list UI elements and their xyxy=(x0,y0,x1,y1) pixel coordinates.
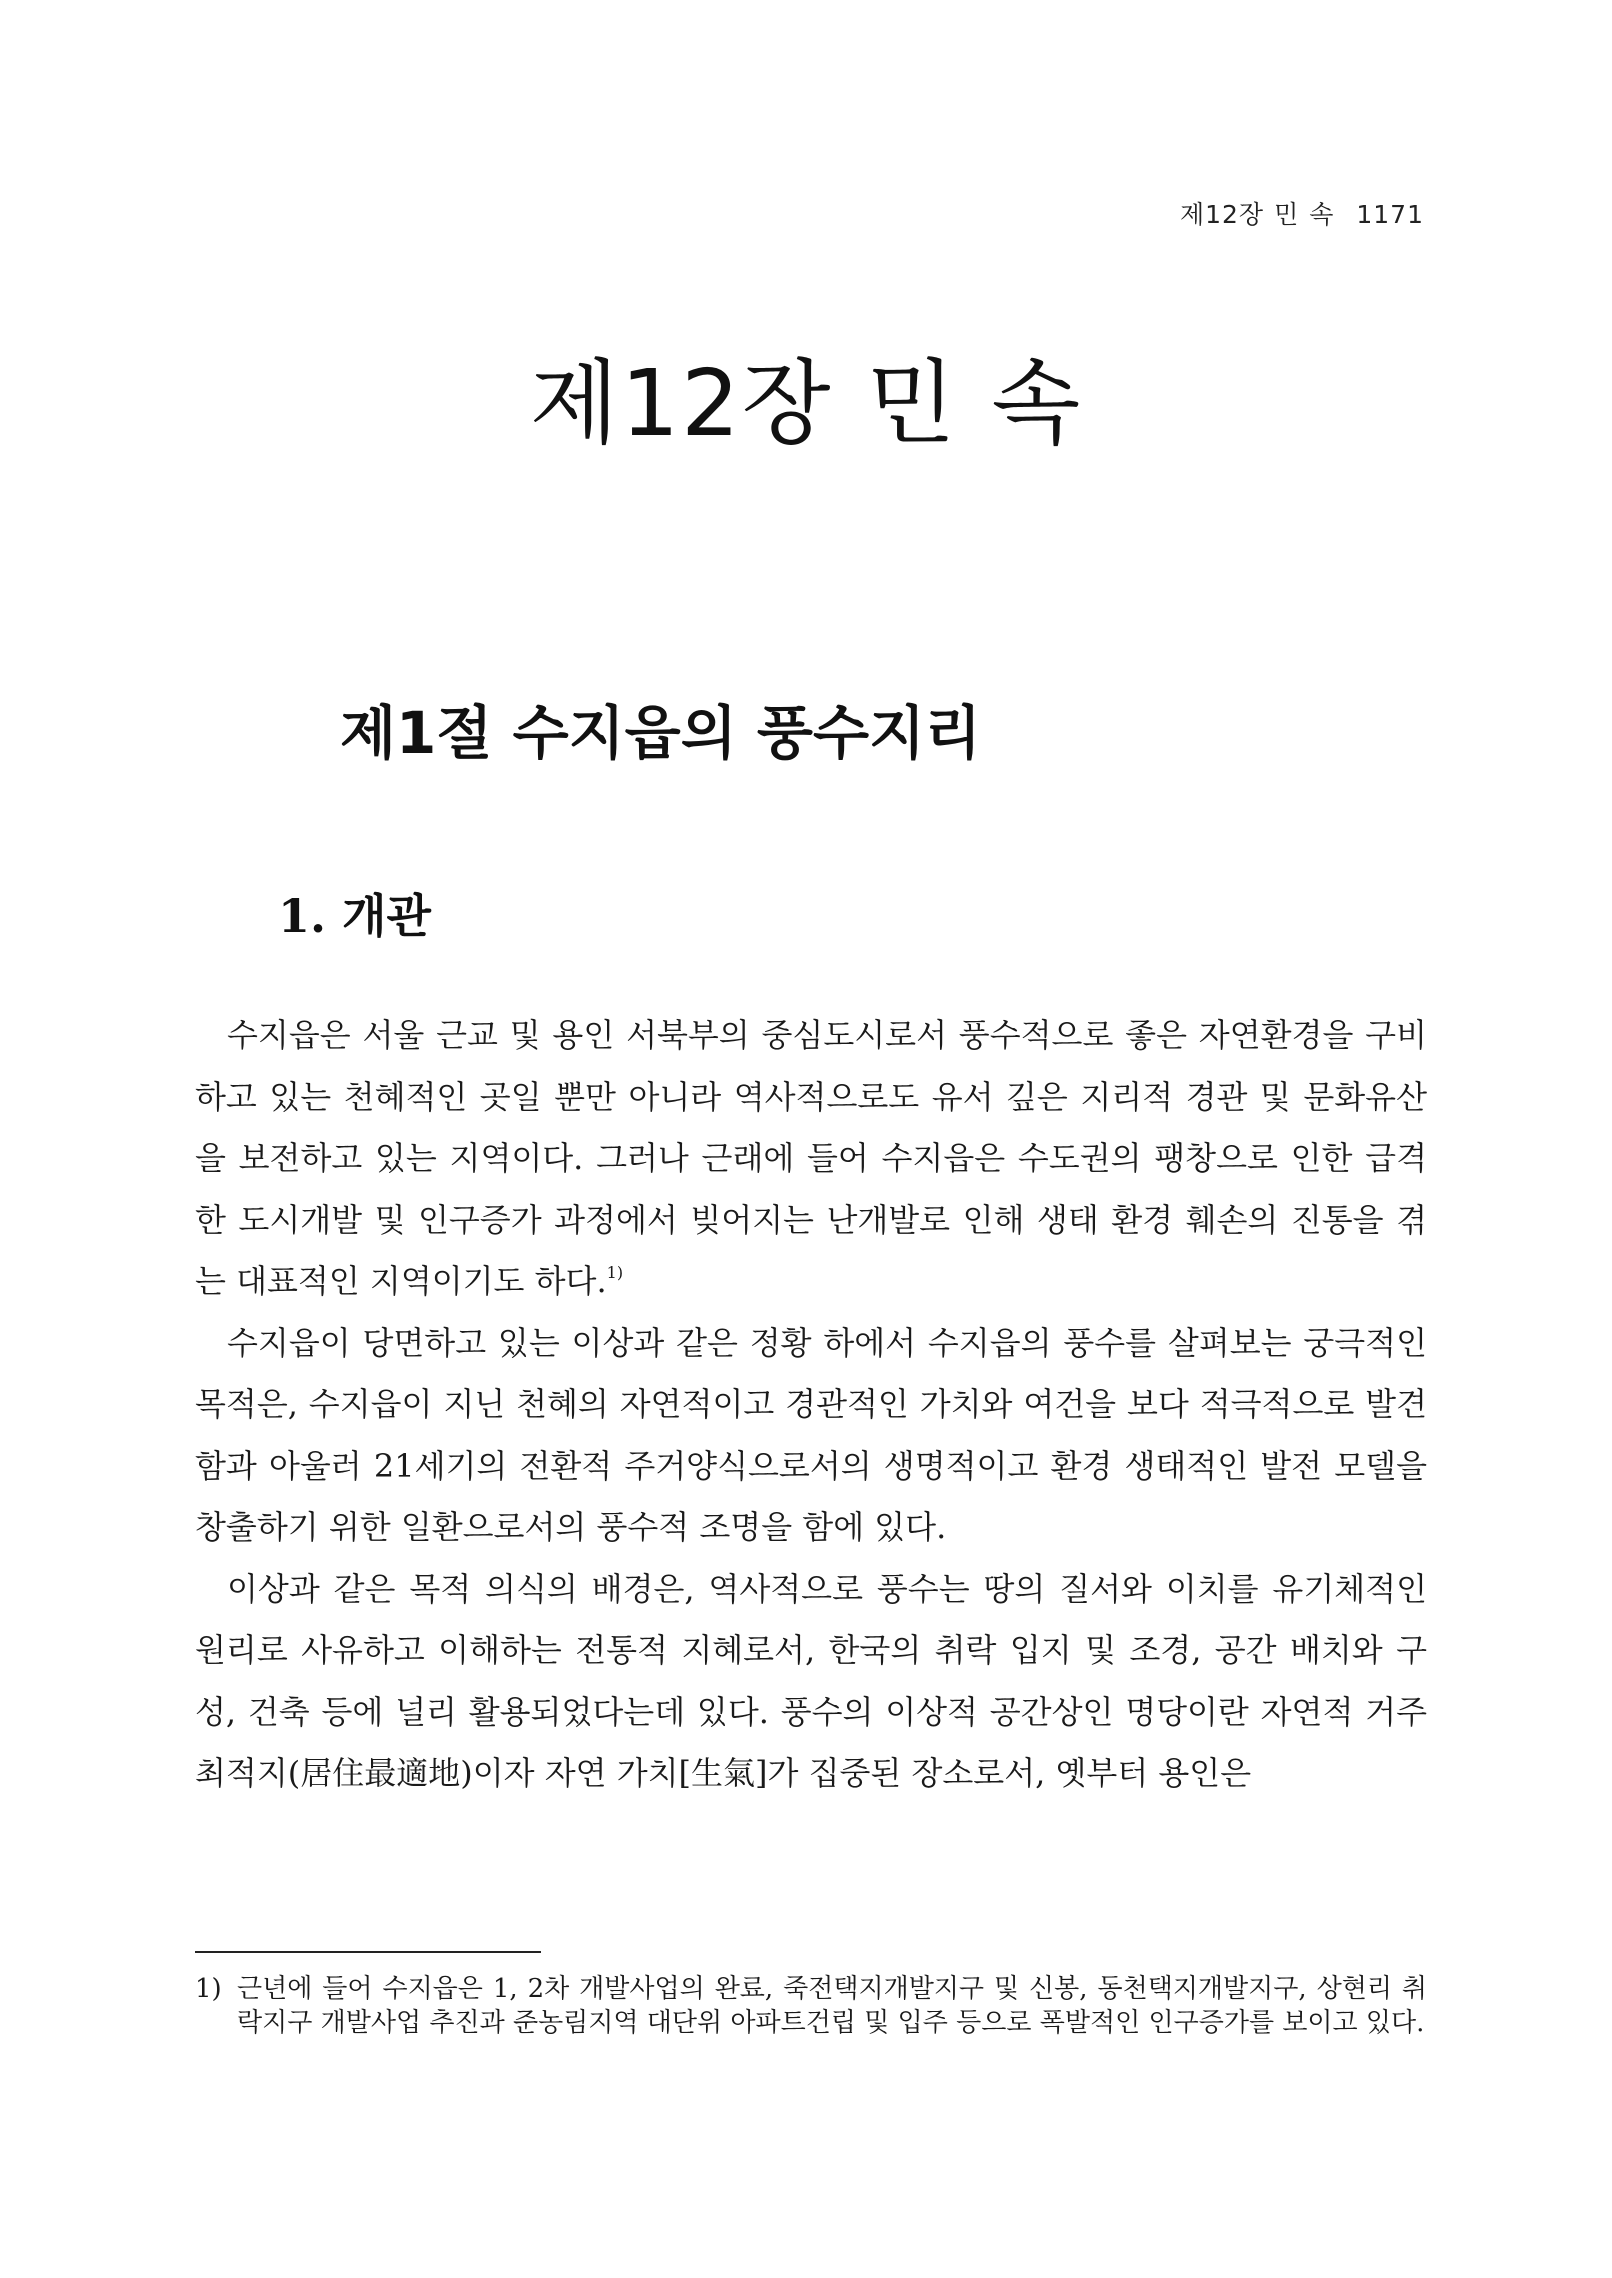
body-text xyxy=(195,1005,1427,1805)
paragraph-1-text: 수지읍은 서울 근교 및 용인 서북부의 중심도시로서 풍수적으로 좋은 자연환경을 구비하고 있는 천혜적인 곳일 뿐만 아니라 역사적으로도 유서 깊은 지리적 경관 및 문화유산을 보전하고 있는 지역이다. 그러나 근래에 들어 수지읍은 수도권의 팽창으로 인한 급격한 도시개발 및 인구증가 과정에서 빚어지는 난개발로 인해 생태 환경 훼손의 진통을 겪는 대표적인 지역이기도 하다. xyxy=(195,1016,1427,1300)
footnote-divider xyxy=(195,1951,541,1953)
paragraph-2 xyxy=(195,1313,1427,1559)
footnote-1 xyxy=(195,1972,1427,2040)
footnote-marker: 1) xyxy=(195,1974,222,2004)
chapter-word-1: 민 xyxy=(866,350,958,457)
header-subject-1: 민 xyxy=(1274,200,1300,229)
subsection-title: 1. 개관 xyxy=(278,889,431,943)
footnote-text: 근년에 들어 수지읍은 1, 2차 개발사업의 완료, 죽전택지개발지구 및 신봉, 동천택지개발지구, 상현리 취락지구 개발사업 추진과 준농림지역 대단위 아파트건립 및 입주 등으로 폭발적인 인구증가를 보이고 있다. xyxy=(237,1974,1427,2038)
footnote-reference[interactable]: 1) xyxy=(606,1263,624,1282)
chapter-title xyxy=(0,330,1612,462)
paragraph-2-text: 수지읍이 당면하고 있는 이상과 같은 정황 하에서 수지읍의 풍수를 살펴보는 궁극적인 목적은, 수지읍이 지닌 천혜의 자연적이고 경관적인 가치와 여건을 보다 적극적으로 발견함과 아울러 21세기의 전환적 주거양식으로서의 생명적이고 환경 생태적인 발전 모델을 창출하기 위한 일환으로서의 풍수적 조명을 함에 있다. xyxy=(195,1323,1427,1546)
paragraph-1 xyxy=(195,1005,1427,1313)
section-title: 제1절 수지읍의 풍수지리 xyxy=(340,699,982,767)
page-number: 1171 xyxy=(1356,200,1424,229)
running-header xyxy=(1180,195,1424,231)
paragraph-3 xyxy=(195,1559,1427,1805)
header-subject-2: 속 xyxy=(1309,200,1335,229)
header-chapter: 제12장 xyxy=(1179,200,1265,229)
paragraph-3-text: 이상과 같은 목적 의식의 배경은, 역사적으로 풍수는 땅의 질서와 이치를 유기체적인 원리로 사유하고 이해하는 전통적 지혜로서, 한국의 취락 입지 및 조경, 공간 배치와 구성, 건축 등에 널리 활용되었다는데 있다. 풍수의 이상적 공간상인 명당이란 자연적 거주최적지(居住最適地)이자 자연 가치[生氣]가 집중된 장소로서, 옛부터 용인은 xyxy=(195,1569,1427,1792)
chapter-word-2: 속 xyxy=(991,350,1083,457)
chapter-number: 제12장 xyxy=(529,350,833,457)
